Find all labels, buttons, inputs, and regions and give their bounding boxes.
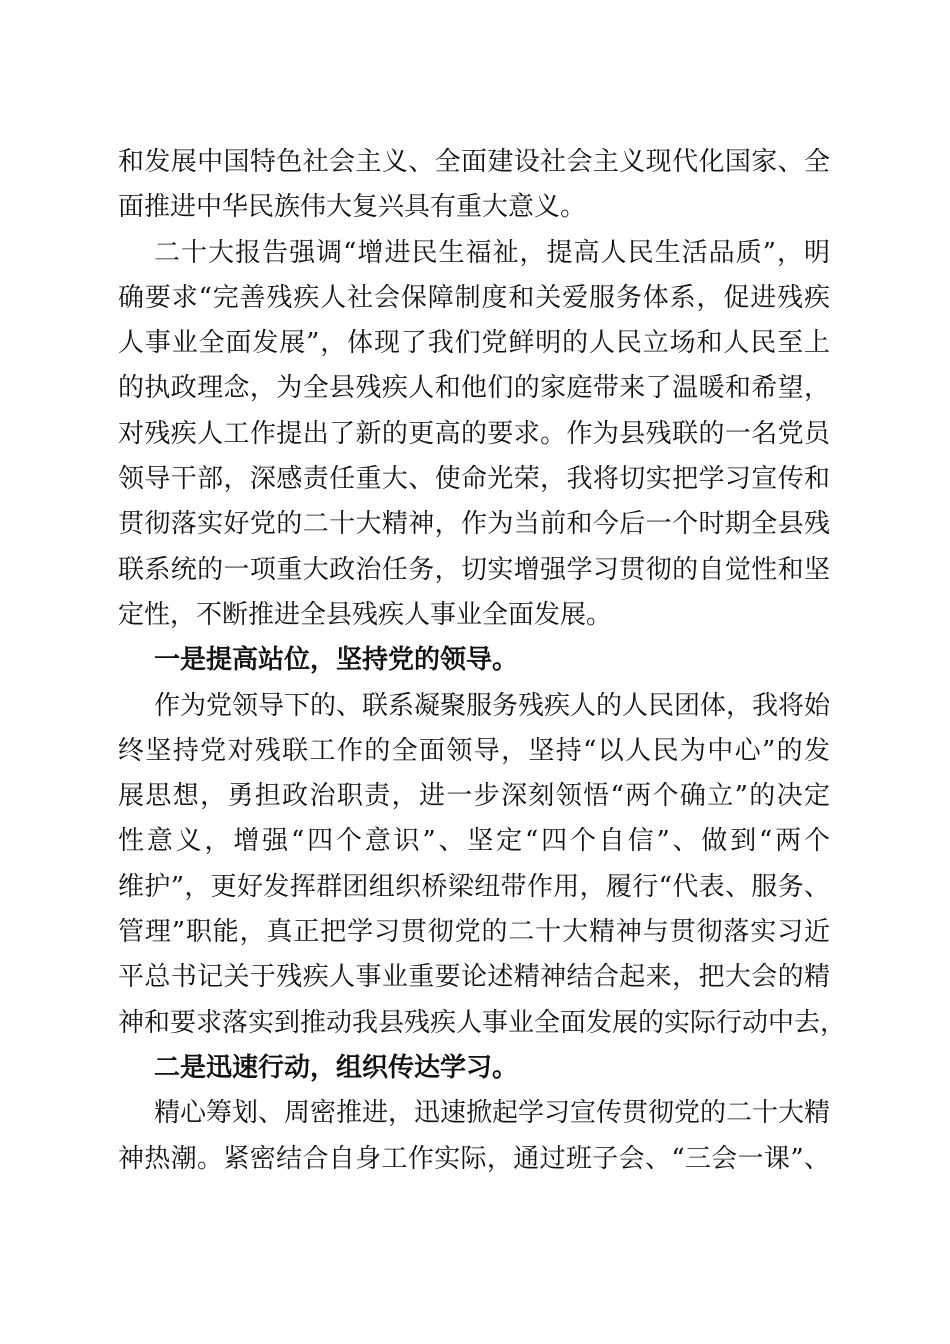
text-line: 展思想，勇担政治职责，进一步深刻领悟“两个确立”的决定 bbox=[118, 781, 830, 812]
text-line: 确要求“完善残疾人社会保障制度和关爱服务体系，促进残疾 bbox=[118, 282, 830, 313]
text-line: 终坚持党对残联工作的全面领导，坚持“以人民为中心”的发 bbox=[118, 735, 830, 766]
text-line: 定性，不断推进全县残疾人事业全面发展。 bbox=[118, 599, 613, 630]
text-line: 和发展中国特色社会主义、全面建设社会主义现代化国家、全 bbox=[118, 147, 830, 177]
section-heading: 二是迅速行动，组织传达学习。 bbox=[154, 1052, 519, 1083]
text-line: 性意义，增强“四个意识”、坚定“四个自信”、做到“两个 bbox=[118, 826, 830, 857]
text-line: 领导干部，深感责任重大、使命光荣，我将切实把学习宣传和 bbox=[118, 464, 830, 495]
text-line: 平总书记关于残疾人事业重要论述精神结合起来，把大会的精 bbox=[118, 962, 830, 993]
text-line: 神和要求落实到推动我县残疾人事业全面发展的实际行动中去， bbox=[118, 1007, 847, 1038]
text-line: 神热潮。紧密结合自身工作实际，通过班子会、“三会一课”、 bbox=[118, 1143, 830, 1174]
document-body bbox=[118, 140, 847, 1182]
text-line: 人事业全面发展”，体现了我们党鲜明的人民立场和人民至上 bbox=[118, 328, 830, 359]
text-line: 联系统的一项重大政治任务，切实增强学习贯彻的自觉性和坚 bbox=[118, 554, 830, 585]
section-heading: 一是提高站位，坚持党的领导。 bbox=[154, 645, 519, 676]
text-line: 作为党领导下的、联系凝聚服务残疾人的人民团体，我将始 bbox=[154, 690, 831, 721]
text-line: 二十大报告强调“增进民生福祉，提高人民生活品质”，明 bbox=[154, 237, 830, 268]
text-line: 面推进中华民族伟大复兴具有重大意义。 bbox=[118, 192, 587, 223]
text-line: 对残疾人工作提出了新的更高的要求。作为县残联的一名党员 bbox=[118, 418, 830, 449]
text-line: 管理”职能，真正把学习贯彻党的二十大精神与贯彻落实习近 bbox=[118, 917, 830, 948]
text-line: 的执政理念，为全县残疾人和他们的家庭带来了温暖和希望， bbox=[118, 373, 830, 404]
text-line: 贯彻落实好党的二十大精神，作为当前和今后一个时期全县残 bbox=[118, 509, 830, 540]
text-line: 精心筹划、周密推进，迅速掀起学习宣传贯彻党的二十大精 bbox=[154, 1098, 831, 1129]
text-line: 维护”，更好发挥群团组织桥梁纽带作用，履行“代表、服务、 bbox=[118, 871, 830, 902]
